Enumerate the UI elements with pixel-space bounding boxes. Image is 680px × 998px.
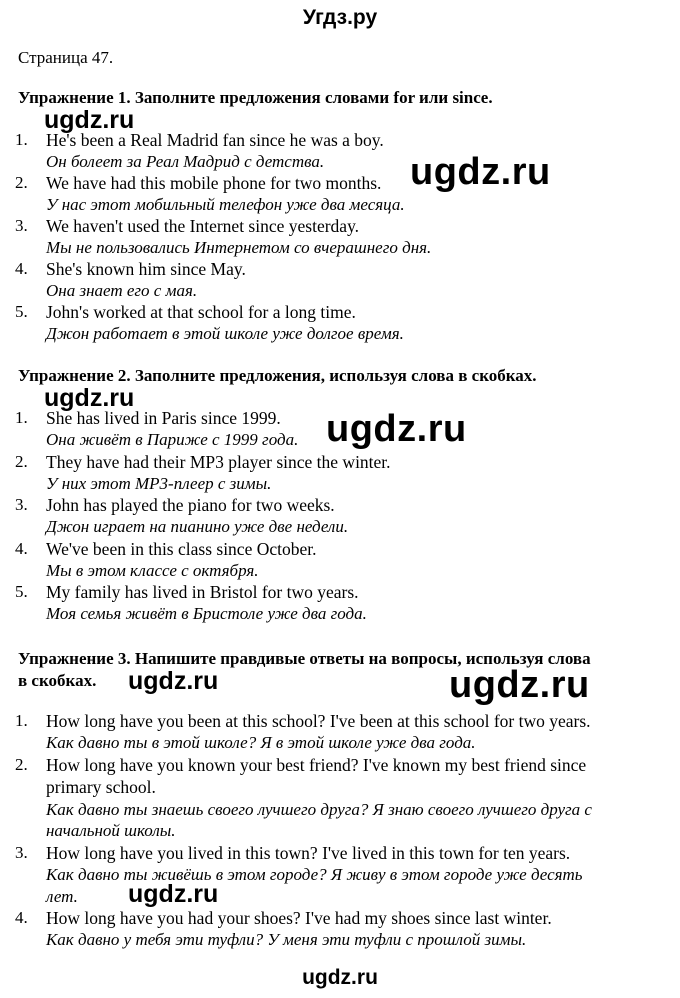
russian-translation: Джон работает в этой школе уже долгое время. [46, 324, 404, 343]
item-number: 3. [15, 216, 28, 235]
english-sentence: They have had their MP3 player since the winter. [46, 452, 391, 472]
watermark: ugdz.ru [44, 384, 135, 412]
item-number: 4. [15, 539, 28, 558]
russian-translation: Как давно ты живёшь в этом городе? Я живу в этом городе уже десять [46, 865, 583, 884]
item-number: 2. [15, 452, 28, 471]
english-sentence: John has played the piano for two weeks. [46, 495, 335, 515]
watermark: ugdz.ru [326, 408, 467, 450]
item-number: 5. [15, 582, 28, 601]
item-number: 2. [15, 755, 28, 774]
item-number: 4. [15, 908, 28, 927]
watermark: ugdz.ru [449, 664, 590, 706]
item-number: 3. [15, 843, 28, 862]
russian-translation: Как давно ты знаешь своего лучшего друга? Я знаю своего лучшего друга с [46, 800, 592, 819]
russian-translation: Мы не пользовались Интернетом со вчерашнего дня. [46, 238, 432, 257]
exercise-1-title: Упражнение 1. Заполните предложения словами for или since. [18, 88, 493, 107]
russian-translation: лет. [46, 887, 78, 906]
english-sentence: We have had this mobile phone for two months. [46, 173, 382, 193]
item-number: 1. [15, 711, 28, 730]
watermark: ugdz.ru [128, 880, 219, 908]
item-number: 3. [15, 495, 28, 514]
english-sentence: primary school. [46, 777, 156, 797]
watermark: ugdz.ru [128, 667, 219, 695]
page-label: Страница 47. [18, 48, 114, 67]
english-sentence: We've been in this class since October. [46, 539, 317, 559]
russian-translation: Мы в этом классе с октября. [46, 561, 259, 580]
russian-translation: У нас этот мобильный телефон уже два месяца. [46, 195, 405, 214]
russian-translation: Она знает его с мая. [46, 281, 198, 300]
english-sentence: How long have you had your shoes? I've had my shoes since last winter. [46, 908, 552, 928]
russian-translation: начальной школы. [46, 821, 176, 840]
russian-translation: Она живёт в Париже с 1999 года. [46, 430, 299, 449]
english-sentence: How long have you known your best friend? I've known my best friend since [46, 755, 587, 775]
russian-translation: У них этот MP3-плеер с зимы. [46, 474, 272, 493]
english-sentence: He's been a Real Madrid fan since he was a boy. [46, 130, 384, 150]
english-sentence: We haven't used the Internet since yesterday. [46, 216, 360, 236]
russian-translation: Джон играет на пианино уже две недели. [46, 517, 349, 536]
exercise-3-title: Упражнение 3. Напишите правдивые ответы на вопросы, используя слова [18, 649, 591, 668]
item-number: 4. [15, 259, 28, 278]
watermark: ugdz.ru [44, 106, 135, 134]
russian-translation: Как давно у тебя эти туфли? У меня эти туфли с прошлой зимы. [46, 930, 527, 949]
site-title: Угдз.ру [302, 6, 378, 29]
item-number: 1. [15, 408, 28, 427]
russian-translation: Как давно ты в этой школе? Я в этой школе уже два года. [46, 733, 476, 752]
english-sentence: She has lived in Paris since 1999. [46, 408, 281, 428]
item-number: 1. [15, 130, 28, 149]
exercise-3-title: в скобках. [18, 671, 97, 690]
english-sentence: My family has lived in Bristol for two years. [46, 582, 359, 602]
item-number: 2. [15, 173, 28, 192]
exercise-2-title: Упражнение 2. Заполните предложения, используя слова в скобках. [18, 366, 537, 385]
watermark: ugdz.ru [410, 151, 551, 193]
english-sentence: She's known him since May. [46, 259, 246, 279]
english-sentence: How long have you lived in this town? I've lived in this town for ten years. [46, 843, 571, 863]
russian-translation: Моя семья живёт в Бристоле уже два года. [46, 604, 367, 623]
english-sentence: How long have you been at this school? I've been at this school for two years. [46, 711, 591, 731]
item-number: 5. [15, 302, 28, 321]
footer-watermark: ugdz.ru [302, 966, 378, 989]
russian-translation: Он болеет за Реал Мадрид с детства. [46, 152, 325, 171]
english-sentence: John's worked at that school for a long time. [46, 302, 356, 322]
